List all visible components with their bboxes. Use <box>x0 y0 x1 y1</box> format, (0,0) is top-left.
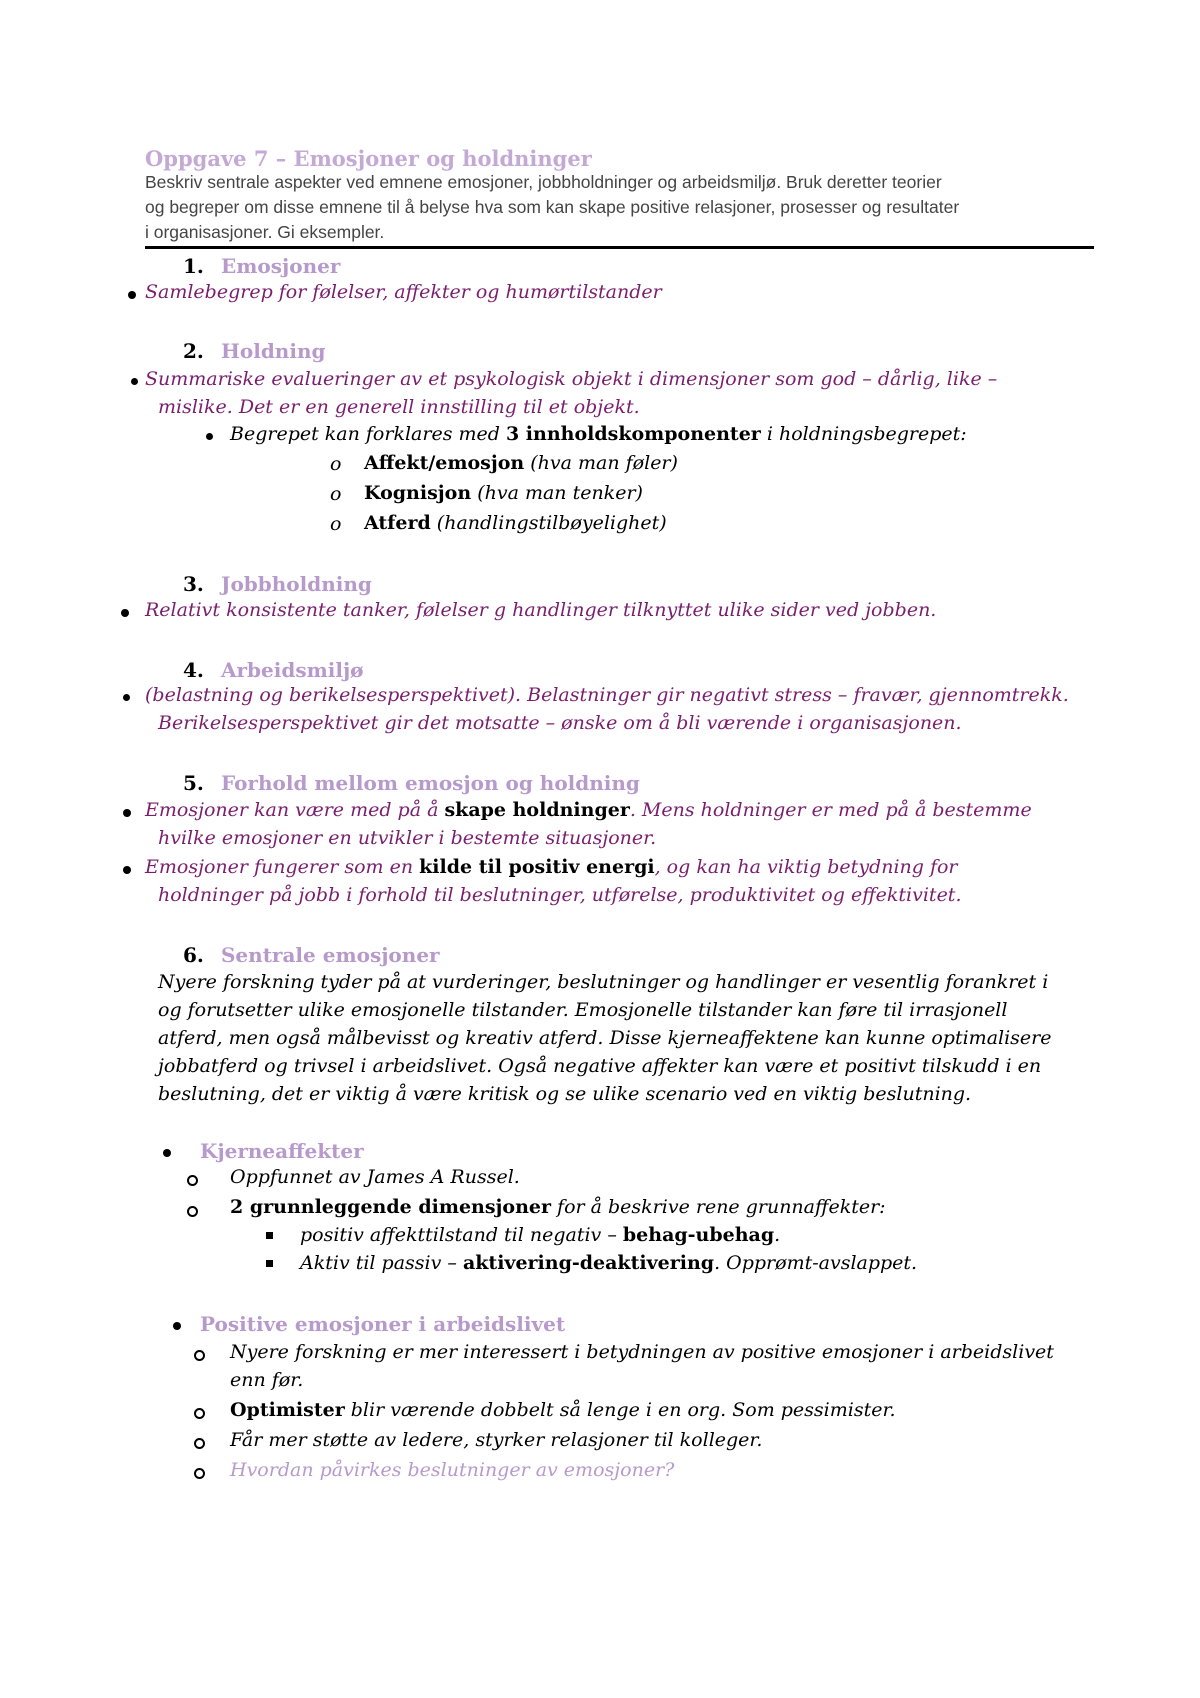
bullet-icon <box>123 866 131 874</box>
circle-bullet-icon <box>194 1468 205 1479</box>
section-heading-sentrale-emosjoner <box>183 943 440 967</box>
paragraph-line: jobbatferd og trivsel i arbeidslivet. Også negative affekter kan være et positivt tilskudd i en <box>158 1055 1042 1077</box>
list-item-continuation: hvilke emosjoner en utvikler i bestemte situasjoner. <box>158 827 657 849</box>
section-title: Jobbholdning <box>220 572 372 596</box>
bullet-icon <box>121 609 129 617</box>
section-heading-arbeidsmiljo <box>183 658 364 682</box>
list-item: Begrepet kan forklares med 3 innholdskomponenter i holdningsbegrepet: <box>230 423 967 445</box>
list-item: Kognisjon (hva man tenker) <box>364 482 643 504</box>
circle-bullet-icon <box>187 1206 198 1217</box>
list-item: Emosjoner kan være med på å skape holdninger. Mens holdninger er med på å bestemme <box>145 799 1032 821</box>
circle-bullet-icon <box>194 1350 205 1361</box>
list-item-continuation: holdninger på jobb i forhold til beslutninger, utførelse, produktivitet og effektivitet. <box>158 884 962 906</box>
section-heading-forhold <box>183 771 640 795</box>
document-title: Oppgave 7 – Emosjoner og holdninger <box>145 146 592 171</box>
circle-bullet-icon: o <box>330 453 342 475</box>
list-item: Nyere forskning er mer interessert i betydningen av positive emosjoner i arbeidslivet <box>230 1341 1054 1363</box>
list-item-continuation: Berikelsesperspektivet gir det motsatte – ønske om å bli værende i organisasjonen. <box>158 712 962 734</box>
task-description-line: og begreper om disse emnene til å belyse hva som kan skape positive relasjoner, prosesser og resultater <box>145 197 960 217</box>
list-item: 2 grunnleggende dimensjoner for å beskrive rene grunnaffekter: <box>230 1196 886 1218</box>
bullet-icon <box>206 433 213 440</box>
section-title: Forhold mellom emosjon og holdning <box>220 771 640 795</box>
section-title: Sentrale emosjoner <box>220 943 440 967</box>
task-description-line: Beskriv sentrale aspekter ved emnene emosjoner, jobbholdninger og arbeidsmiljø. Bruk deretter teorier <box>145 172 942 192</box>
square-bullet-icon <box>266 1260 273 1267</box>
list-item-continuation: mislike. Det er en generell innstilling til et objekt. <box>158 396 640 418</box>
section-title: Emosjoner <box>220 254 341 278</box>
circle-bullet-icon <box>194 1408 205 1419</box>
section-number: 5. <box>183 771 204 795</box>
list-item: Atferd (handlingstilbøyelighet) <box>364 512 667 534</box>
list-item: Får mer støtte av ledere, styrker relasjoner til kolleger. <box>230 1429 763 1451</box>
list-item-continuation: enn før. <box>230 1369 304 1391</box>
paragraph-line: Nyere forskning tyder på at vurderinger, beslutninger og handlinger er vesentlig forankret i <box>158 971 1049 993</box>
section-title: Holdning <box>220 339 326 363</box>
list-item: Aktiv til passiv – aktivering-deaktivering. Opprømt-avslappet. <box>300 1252 918 1274</box>
paragraph-line: og forutsetter ulike emosjonelle tilstander. Emosjonelle tilstander kan føre til irrasjonell <box>158 999 1008 1021</box>
circle-bullet-icon: o <box>330 483 342 505</box>
square-bullet-icon <box>266 1232 273 1239</box>
section-title: Arbeidsmiljø <box>220 658 364 682</box>
circle-bullet-icon <box>194 1438 205 1449</box>
section-number: 2. <box>183 339 204 363</box>
subsection-heading-positive-emosjoner: Positive emosjoner i arbeidslivet <box>200 1312 566 1336</box>
section-number: 3. <box>183 572 204 596</box>
circle-bullet-icon: o <box>330 513 342 535</box>
section-heading-jobbholdning <box>183 572 372 596</box>
list-item: Relativt konsistente tanker, følelser g handlinger tilknyttet ulike sider ved jobben. <box>145 599 937 621</box>
bullet-icon <box>128 291 136 299</box>
bullet-icon <box>163 1149 171 1157</box>
circle-bullet-icon <box>187 1175 198 1186</box>
subsection-heading-kjerneaffekter: Kjerneaffekter <box>200 1139 364 1163</box>
list-item: Oppfunnet av James A Russel. <box>230 1166 520 1188</box>
bullet-icon <box>123 809 131 817</box>
list-item: positiv affekttilstand til negativ – behag-ubehag. <box>300 1224 781 1246</box>
section-number: 6. <box>183 943 204 967</box>
paragraph-line: atferd, men også målbevisst og kreativ atferd. Disse kjerneaffektene kan kunne optimalisere <box>158 1027 1052 1049</box>
bullet-icon <box>173 1322 181 1330</box>
section-heading-holdning <box>183 339 325 363</box>
list-item: Affekt/emosjon (hva man føler) <box>364 452 678 474</box>
paragraph-line: beslutning, det er viktig å være kritisk og se ulike scenario ved en viktig beslutning. <box>158 1083 972 1105</box>
list-item: Emosjoner fungerer som en kilde til positiv energi, og kan ha viktig betydning for <box>145 856 958 878</box>
list-item: Optimister blir værende dobbelt så lenge i en org. Som pessimister. <box>230 1399 896 1421</box>
section-number: 4. <box>183 658 204 682</box>
horizontal-rule <box>145 246 1094 249</box>
bullet-icon <box>131 378 138 385</box>
list-item: Hvordan påvirkes beslutninger av emosjoner? <box>230 1459 675 1481</box>
section-number: 1. <box>183 254 204 278</box>
bullet-icon <box>123 694 130 701</box>
list-item: Summariske evalueringer av et psykologisk objekt i dimensjoner som god – dårlig, like – <box>145 368 998 390</box>
list-item: Samlebegrep for følelser, affekter og humørtilstander <box>145 281 662 303</box>
section-heading-emosjoner <box>183 254 340 278</box>
list-item: (belastning og berikelsesperspektivet). Belastninger gir negativt stress – fravær, gjennomtrekk. <box>145 684 1069 706</box>
task-description-line: i organisasjoner. Gi eksempler. <box>145 222 385 242</box>
